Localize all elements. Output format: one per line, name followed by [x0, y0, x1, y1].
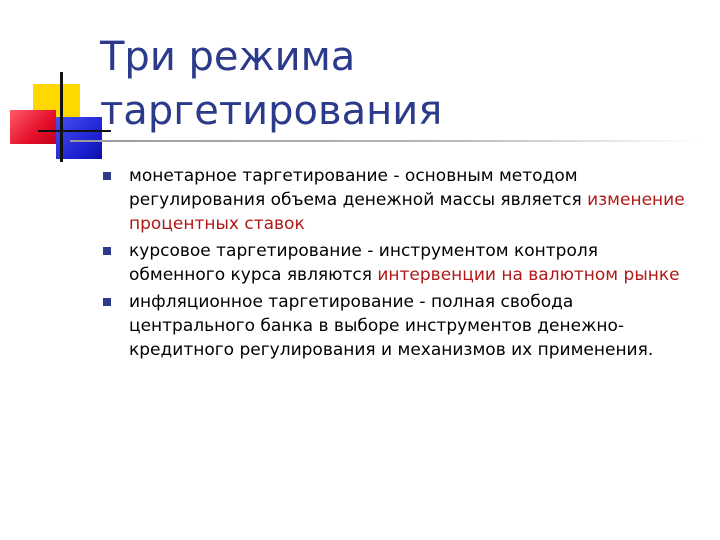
bullet-highlight: интервенции на валютном рынке: [377, 265, 680, 285]
title-line-2: таргетирования: [100, 88, 443, 134]
bullet-item-inflation: [102, 290, 692, 362]
bullet-item-monetary: [102, 164, 692, 236]
title-divider: [70, 140, 700, 142]
red-square-decoration: [10, 110, 56, 144]
slide-title: [100, 30, 700, 138]
square-bullet-icon: [103, 298, 111, 306]
square-bullet-icon: [103, 247, 111, 255]
vertical-line-decoration: [60, 72, 63, 162]
bullet-highlight: изменение процентных ставок: [129, 190, 685, 234]
square-bullet-icon: [103, 172, 111, 180]
bullet-text: курсовое таргетирование - инструментом контроля обменного курса являются: [129, 241, 598, 285]
bullet-item-exchange-rate: [102, 239, 692, 287]
bullet-text: монетарное таргетирование - основным методом регулирования объема денежной массы является: [129, 166, 588, 210]
bullet-list: [102, 164, 692, 365]
title-line-1: Три режима: [100, 34, 356, 80]
bullet-text: инфляционное таргетирование - полная свобода центрального банка в выборе инструментов денежно-кредитного регулирования и механизмов их применения.: [129, 292, 654, 360]
